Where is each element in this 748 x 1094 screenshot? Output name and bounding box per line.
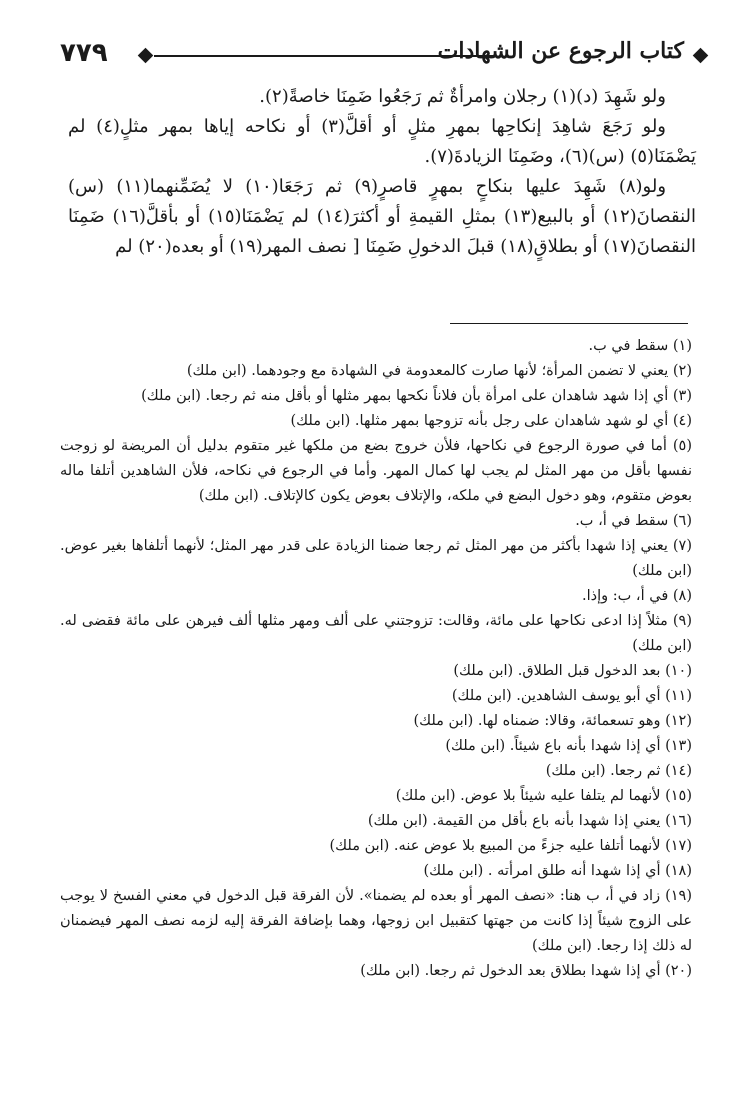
chapter-title: كتاب الرجوع عن الشهادات (437, 38, 684, 64)
footnote: (١) سقط في ب. (588, 338, 692, 354)
main-text (68, 82, 696, 262)
footnote: (١٢) وهو تسعمائة، وقالا: ضمناه لها. (ابن ملك) (413, 713, 692, 729)
footnote: (٩) مثلاً إذا ادعى نكاحها على مائة، وقالت: تزوجتني على ألف ومهر مثلها ألف فيرهن على مائة فقضى له. (ابن ملك) (60, 613, 692, 654)
footnote: (١١) أي أبو يوسف الشاهدين. (ابن ملك) (451, 688, 692, 704)
footnote: (٨) في أ، ب: وإذا. (582, 588, 692, 604)
footnote: (١٣) أي إذا شهدا بأنه باع شيئاً. (ابن ملك) (445, 738, 692, 754)
footnotes (60, 334, 692, 984)
footnote: (١٤) ثم رجعا. (ابن ملك) (545, 763, 692, 779)
diamond-ornament-icon (693, 48, 709, 64)
footnote: (٦) سقط في أ، ب. (575, 513, 692, 529)
footnote: (١٩) زاد في أ، ب هنا: «نصف المهر أو بعده لم يضمنا». لأن الفرقة قبل الدخول في معني الفسخ لا يوجب على الزوج شيئاً إذا كانت من جهتها كتقبيل ابن زوجها، وهما بإضافة الفرقة إليه لزمه نصف المهر فيضمنان له ذلك إذا رجعا. (ابن ملك) (60, 888, 692, 954)
footnote: (٧) يعني إذا شهدا بأكثر من مهر المثل ثم رجعا ضمنا الزيادة على قدر مهر المثل؛ لأنهما أتلفاها بغير عوض. (ابن ملك) (60, 538, 692, 579)
main-paragraph: ولو(٨) شَهِدَ عليها بنكاحٍ بمهرٍ قاصرٍ(٩) ثم رَجَعَا(١٠) لا يُضَمِّنهما(١١) (س) النقصانَ(١٢) أو بالبيع(١٣) بمثلِ القيمةِ أو أكثرَ(١٤) لم يَضْمَنَا(١٥) أو بأقلَّ(١٦) ضَمِنَا النقصانَ(١٧) أو بطلاقٍ(١٨) قبلَ الدخولِ ضَمِنَا [ نصف المهر(١٩) أو بعده(٢٠) لم (68, 176, 696, 257)
footnote: (١٦) يعني إذا شهدا بأنه باع بأقل من القيمة. (ابن ملك) (367, 813, 692, 829)
footnote: (١٧) لأنهما أتلفا عليه جزءً من المبيع بلا عوض عنه. (ابن ملك) (329, 838, 692, 854)
footnote: (٢) يعني لا تضمن المرأة؛ لأنها صارت كالمعدومة في الشهادة مع وجودهما. (ابن ملك) (186, 363, 692, 379)
footnote: (٣) أي إذا شهد شاهدان على امرأة بأن فلاناً نكحها بمهر مثلها أو بأقل منه ثم رجعا. (ابن ملك) (141, 388, 692, 404)
footnote: (٤) أي لو شهد شاهدان على رجل بأنه تزوجها بمهر مثلها. (ابن ملك) (290, 413, 692, 429)
footnote: (٢٠) أي إذا شهدا بطلاق بعد الدخول ثم رجعا. (ابن ملك) (360, 963, 692, 979)
footnote: (١٠) بعد الدخول قبل الطلاق. (ابن ملك) (453, 663, 692, 679)
footnote-separator (450, 323, 688, 324)
main-paragraph: ولو شَهِدَ (د)(١) رجلان وامرأةٌ ثم رَجَعُوا ضَمِنَا خاصةً(٢). (259, 86, 666, 107)
page-number: ٧٧٩ (60, 38, 108, 68)
footnote: (١٥) لأنهما لم يتلفا عليه شيئاً بلا عوض. (ابن ملك) (395, 788, 692, 804)
footnote: (٥) أما في صورة الرجوع في نكاحها، فلأن خروج بضع من ملكها غير متقوم بدليل أن المريضة لو زوجت نفسها بأقل من مهر المثل لم يجب لها كمال المهر. وأما في الرجوع في نكاحه، فلأن الشاهدين أتلفا ماله بعوض متقوم، وهو دخول البضع في ملكه، والإتلاف بعوض يكون كالإتلاف. (ابن ملك) (60, 438, 692, 504)
diamond-ornament-icon (138, 48, 154, 64)
page-header (60, 36, 700, 76)
footnote: (١٨) أي إذا شهدا أنه طلق امرأته . (ابن ملك) (423, 863, 692, 879)
main-paragraph: ولو رَجَعَ شاهِدَ إنكاحِها بمهرِ مثلٍ أو أقلَّ(٣) أو نكاحه إياها بمهر مثلٍ(٤) لم يَضْمَنَا(٥) (س)(٦)، وضَمِنَا الزيادةَ(٧). (68, 116, 696, 167)
